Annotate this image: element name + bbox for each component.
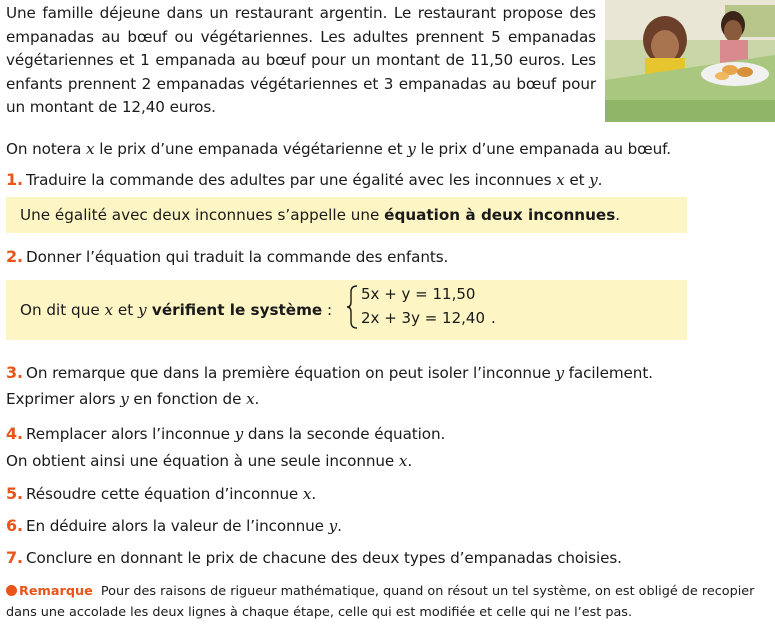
var-x: x (246, 390, 255, 408)
definition-text: Une égalité avec deux inconnues s’appelle une (20, 206, 385, 224)
var-y: y (138, 301, 147, 319)
system-term: vérifient le système (146, 301, 323, 319)
var-y: y (328, 517, 338, 535)
question-text: Remplacer alors l’inconnue (26, 425, 235, 443)
question-1 (6, 170, 602, 189)
system-box (6, 280, 687, 340)
question-number: 7. (6, 548, 24, 567)
question-number: 4. (6, 424, 24, 443)
var-x: x (104, 301, 114, 319)
question-3 (6, 363, 653, 382)
system-period: . (491, 309, 496, 327)
question-text: Exprimer alors (6, 390, 121, 408)
var-y: y (234, 425, 244, 443)
remark-text: Pour des raisons de rigueur mathématique, quand on résout un tel système, on est obligé de recopier dans une accolade les deux lignes à chaque étape, celle qui est modifiée et celle qui ne l’est pas. (6, 584, 755, 620)
definition-text: . (615, 206, 621, 224)
var-y: y (407, 140, 416, 158)
question-text: On remarque que dans la première équation on peut isoler l’inconnue (26, 364, 556, 382)
intro-paragraph: Une famille déjeune dans un restaurant argentin. Le restaurant propose des empanadas au bœuf ou végétariennes. Les adultes prennent 5 empanadas végétariennes et 1 empanada au bœuf pour un montant de 11,50 euros. Les enfants prennent 2 empanadas végétariennes et 3 empanadas au bœuf pour un montant de 12,40 euros. (6, 4, 596, 117)
definition-term: équation à deux inconnues (384, 206, 616, 224)
var-x: x (302, 485, 312, 503)
question-7 (6, 548, 622, 567)
question-text: En déduire alors la valeur de l’inconnue (26, 517, 329, 535)
question-text: . (407, 452, 413, 470)
question-6 (6, 516, 342, 535)
var-x: x (556, 171, 565, 189)
question-4 (6, 424, 445, 443)
remark-block (6, 582, 775, 623)
question-number: 1. (6, 170, 24, 189)
question-number: 2. (6, 247, 24, 266)
equation-system (345, 284, 496, 330)
question-2 (6, 247, 448, 266)
question-number: 3. (6, 363, 24, 382)
orange-dot-icon (6, 585, 17, 596)
notation-text: On notera (6, 140, 87, 158)
question-5 (6, 484, 316, 503)
question-text: . (254, 390, 260, 408)
system-text: et (113, 301, 139, 319)
var-x: x (398, 452, 408, 470)
question-4-line-2 (6, 452, 412, 470)
remark-label: Remarque (19, 584, 93, 599)
question-text: . (597, 171, 603, 189)
question-text: Résoudre cette équation d’inconnue (26, 485, 303, 503)
equation-2: 2x + 3y = 12,40 (361, 309, 485, 327)
question-text: On obtient ainsi une équation à une seule inconnue (6, 452, 399, 470)
question-text: et (564, 171, 590, 189)
var-x: x (86, 140, 95, 158)
system-text: : (322, 301, 333, 319)
system-text: On dit que (20, 301, 105, 319)
notation-text: le prix d’une empanada végétarienne et (94, 140, 408, 158)
question-text: facilement. (563, 364, 653, 382)
family-restaurant-photo (605, 0, 775, 122)
question-text: Conclure en donnant le prix de chacune des deux types d’empanadas choisies. (26, 549, 622, 567)
notation-text: le prix d’une empanada au bœuf. (415, 140, 671, 158)
question-number: 6. (6, 516, 24, 535)
definition-box (6, 197, 687, 233)
question-text: dans la seconde équation. (243, 425, 446, 443)
var-y: y (589, 171, 598, 189)
question-text: Donner l’équation qui traduit la commande des enfants. (26, 248, 449, 266)
equation-1: 5x + y = 11,50 (361, 285, 476, 303)
var-y: y (120, 390, 129, 408)
question-3-line-2 (6, 390, 259, 408)
notation-line (6, 140, 671, 158)
question-text: . (311, 485, 317, 503)
question-text: . (337, 517, 342, 535)
question-text: Traduire la commande des adultes par une égalité avec les inconnues (26, 171, 557, 189)
question-text: en fonction de (128, 390, 247, 408)
var-y: y (555, 364, 564, 382)
question-number: 5. (6, 484, 24, 503)
brace-icon (345, 284, 359, 330)
